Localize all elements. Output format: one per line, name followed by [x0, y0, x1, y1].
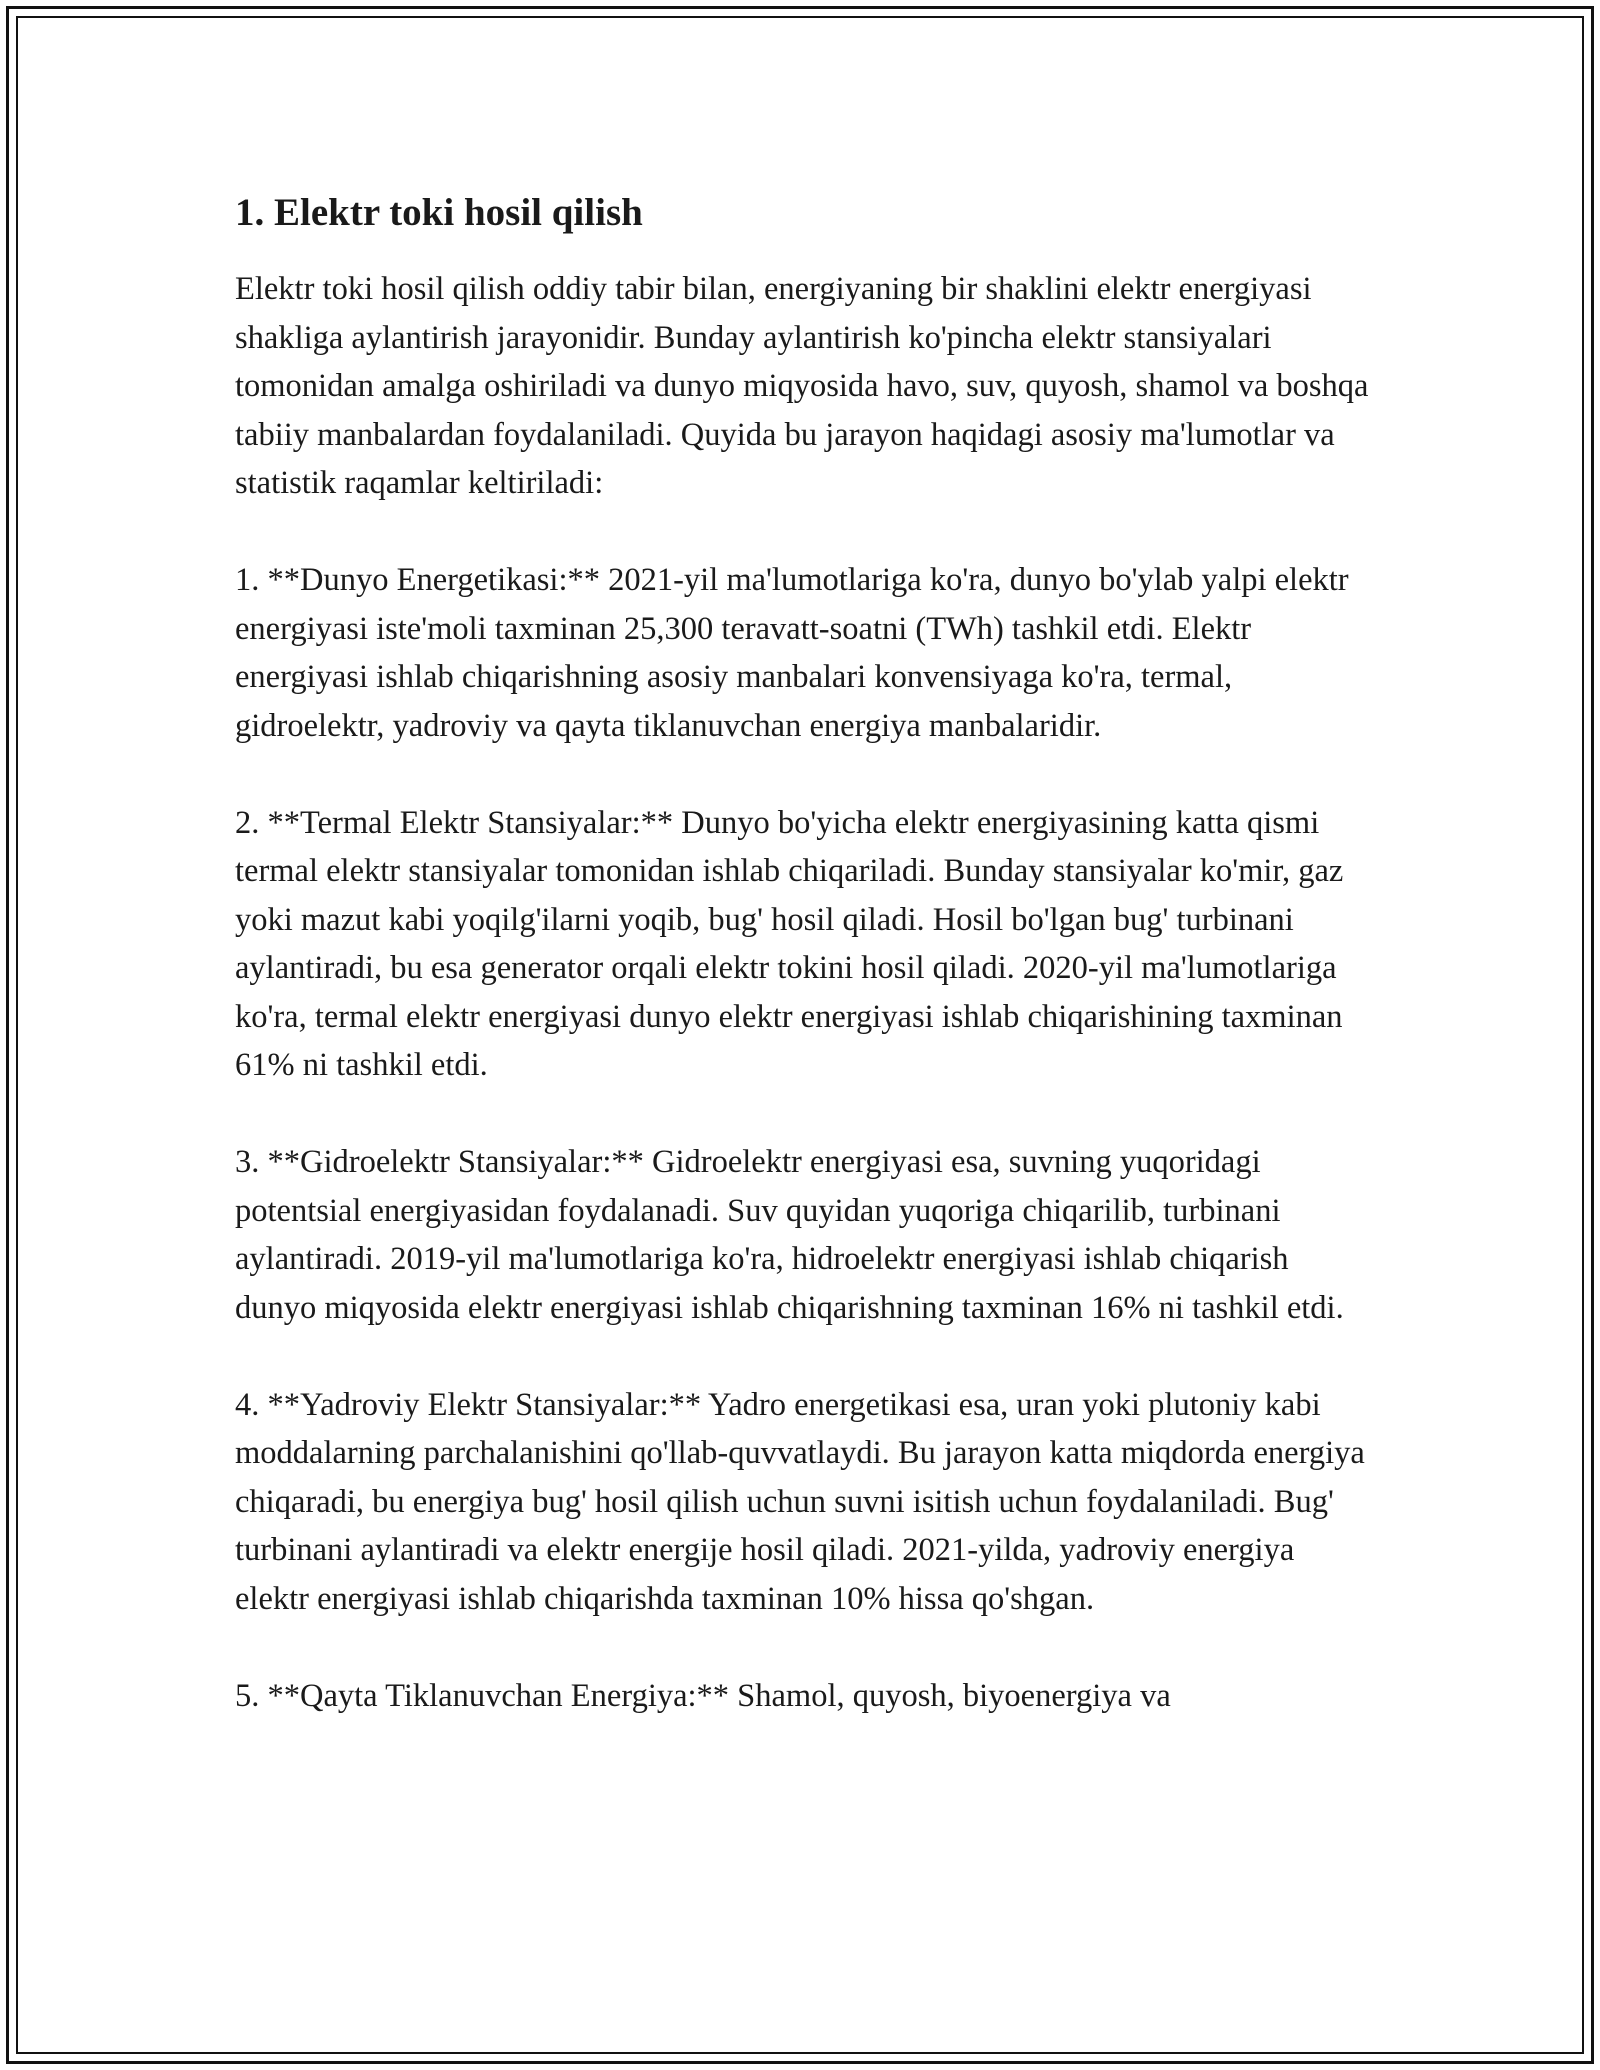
paragraph-world-energy: 1. **Dunyo Energetikasi:** 2021-yil ma'lumotlariga ko'ra, dunyo bo'ylab yalpi elektr energiyasi iste'moli taxminan 25,300 teravatt-soatni (TWh) tashkil etdi. Elektr energiyasi ishlab chiqarishning asosiy manbalari konvensiyaga ko'ra, termal, gidroelektr, yadroviy va qayta tiklanuvchan energiya manbalaridir. — [235, 562, 1349, 744]
paragraph-renewable-energy: 5. **Qayta Tiklanuvchan Energiya:** Shamol, quyosh, biyoenergiya va — [235, 1677, 1171, 1714]
document-title: 1. Elektr toki hosil qilish — [235, 191, 643, 234]
document-body — [235, 187, 1375, 1769]
paragraph-nuclear-stations: 4. **Yadroviy Elektr Stansiyalar:** Yadro energetikasi esa, uran yoki plutoniy kabi moddalarning parchalanishini qo'llab-quvvatlaydi. Bu jarayon katta miqdorda energiya chiqaradi, bu energiya bug' hosil qilish uchun suvni isitish uchun foydalaniladi. Bug' turbinani aylantiradi va elektr energije hosil qiladi. 2021-yilda, yadroviy energiya elektr energiyasi ishlab chiqarishda taxminan 10% hissa qo'shgan. — [235, 1386, 1365, 1617]
paragraph-intro: Elektr toki hosil qilish oddiy tabir bilan, energiyaning bir shaklini elektr energiyasi shakliga aylantirish jarayonidir. Bunday aylantirish ko'pincha elektr stansiyalari tomonidan amalga oshiriladi va dunyo miqyosida havo, suv, quyosh, shamol va boshqa tabiiy manbalardan foydalaniladi. Quyida bu jarayon haqidagi asosiy ma'lumotlar va statistik raqamlar keltiriladi: — [235, 271, 1369, 501]
paragraph-hydro-stations: 3. **Gidroelektr Stansiyalar:** Gidroelektr energiyasi esa, suvning yuqoridagi potentsial energiyasidan foydalanadi. Suv quyidan yuqoriga chiqarilib, turbinani aylantiradi. 2019-yil ma'lumotlariga ko'ra, hidroelektr energiyasi ishlab chiqarish dunyo miqyosida elektr energiyasi ishlab chiqarishning taxminan 16% ni tashkil etdi. — [235, 1144, 1344, 1326]
paragraph-thermal-stations: 2. **Termal Elektr Stansiyalar:** Dunyo bo'yicha elektr energiyasining katta qismi termal elektr stansiyalar tomonidan ishlab chiqariladi. Bunday stansiyalar ko'mir, gaz yoki mazut kabi yoqilg'ilarni yoqib, bug' hosil qiladi. Hosil bo'lgan bug' turbinani aylantiradi, bu esa generator orqali elektr tokini hosil qiladi. 2020-yil ma'lumotlariga ko'ra, termal elektr energiyasi dunyo elektr energiyasi ishlab chiqarishining taxminan 61% ni tashkil etdi. — [235, 804, 1344, 1083]
